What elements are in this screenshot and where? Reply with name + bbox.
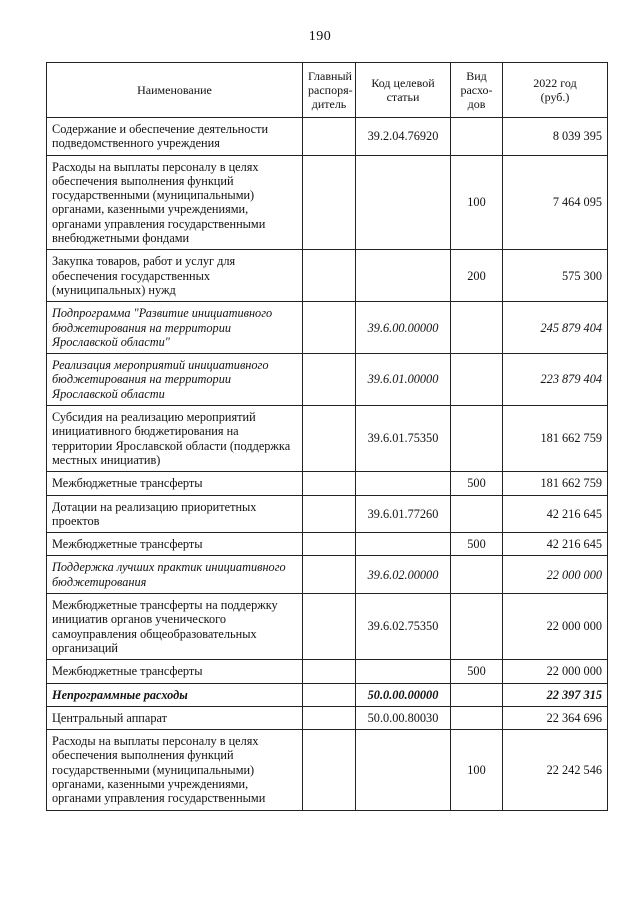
header-code-line-1: Код целевой [371,76,435,90]
cell-code: 39.6.01.75350 [356,406,451,472]
cell-manager [303,594,356,660]
table-row [47,406,608,472]
cell-type: 200 [451,250,503,302]
cell-type [451,406,503,472]
cell-amount: 42 216 645 [503,495,608,533]
cell-manager [303,495,356,533]
cell-amount: 223 879 404 [503,354,608,406]
cell-manager [303,155,356,250]
table-row [47,556,608,594]
cell-manager [303,706,356,729]
header-year-line-2: (руб.) [540,90,570,104]
cell-amount: 181 662 759 [503,406,608,472]
cell-amount: 22 000 000 [503,594,608,660]
cell-type: 500 [451,660,503,683]
header-type-line-3: дов [467,97,486,111]
cell-type: 500 [451,533,503,556]
cell-type: 500 [451,472,503,495]
cell-amount: 8 039 395 [503,118,608,156]
table-row [47,472,608,495]
cell-code [356,250,451,302]
cell-code: 39.6.02.75350 [356,594,451,660]
header-year-line-1: 2022 год [533,76,577,90]
cell-amount: 42 216 645 [503,533,608,556]
column-header-type [451,63,503,118]
cell-code: 39.6.01.77260 [356,495,451,533]
table-row [47,250,608,302]
column-header-code [356,63,451,118]
header-manager-line-1: Главный [308,69,352,83]
page-number: 190 [308,29,332,44]
cell-type [451,354,503,406]
cell-code [356,472,451,495]
cell-name: Поддержка лучших практик инициативного бюджетирования [47,556,303,594]
cell-name: Межбюджетные трансферты [47,472,303,495]
header-name-text: Наименование [137,83,212,97]
cell-manager [303,472,356,495]
cell-name: Содержание и обеспечение деятельности подведомственного учреждения [47,118,303,156]
cell-code: 39.6.02.00000 [356,556,451,594]
table-row [47,118,608,156]
cell-name: Межбюджетные трансферты на поддержку инициатив органов ученического самоуправления общеобразовательных организаций [47,594,303,660]
cell-code: 50.0.00.00000 [356,683,451,706]
cell-name: Межбюджетные трансферты [47,660,303,683]
cell-name: Межбюджетные трансферты [47,533,303,556]
cell-code: 50.0.00.80030 [356,706,451,729]
column-header-amount [503,63,608,118]
cell-type [451,683,503,706]
cell-name: Центральный аппарат [47,706,303,729]
cell-amount: 22 000 000 [503,556,608,594]
cell-type [451,556,503,594]
cell-manager [303,730,356,810]
cell-code [356,660,451,683]
table-row [47,495,608,533]
table-row [47,660,608,683]
cell-amount: 7 464 095 [503,155,608,250]
cell-type [451,302,503,354]
cell-manager [303,302,356,354]
cell-name: Расходы на выплаты персоналу в целях обеспечения выполнения функций государственными (муниципальными) органами, казенными учреждениями, органами управления государственными внебюджетными фондами [47,155,303,250]
cell-amount: 22 000 000 [503,660,608,683]
cell-name: Дотации на реализацию приоритетных проектов [47,495,303,533]
cell-name: Субсидия на реализацию мероприятий инициативного бюджетирования на территории Ярославской области (поддержка местных инициатив) [47,406,303,472]
cell-amount: 22 364 696 [503,706,608,729]
header-code-line-2: статьи [386,90,420,104]
cell-type [451,118,503,156]
cell-name: Реализация мероприятий инициативного бюджетирования на территории Ярославской области [47,354,303,406]
cell-manager [303,683,356,706]
budget-table [46,62,608,811]
cell-manager [303,660,356,683]
header-manager-line-2: распоря- [308,83,353,97]
cell-manager [303,533,356,556]
cell-name: Подпрограмма "Развитие инициативного бюджетирования на территории Ярославской области" [47,302,303,354]
cell-type: 100 [451,155,503,250]
table-row [47,155,608,250]
header-type-line-1: Вид [466,69,487,83]
cell-amount: 245 879 404 [503,302,608,354]
cell-manager [303,556,356,594]
table-row [47,594,608,660]
cell-name: Непрограммные расходы [47,683,303,706]
cell-manager [303,354,356,406]
cell-manager [303,250,356,302]
cell-code [356,533,451,556]
cell-manager [303,118,356,156]
column-header-manager [303,63,356,118]
cell-type [451,495,503,533]
cell-amount: 22 242 546 [503,730,608,810]
cell-code: 39.6.01.00000 [356,354,451,406]
cell-amount: 575 300 [503,250,608,302]
cell-type: 100 [451,730,503,810]
cell-manager [303,406,356,472]
cell-code [356,155,451,250]
cell-name: Закупка товаров, работ и услуг для обеспечения государственных (муниципальных) нужд [47,250,303,302]
cell-amount: 22 397 315 [503,683,608,706]
cell-code: 39.2.04.76920 [356,118,451,156]
table-row [47,683,608,706]
cell-code [356,730,451,810]
table-row [47,730,608,810]
cell-type [451,594,503,660]
table-row [47,302,608,354]
cell-code: 39.6.00.00000 [356,302,451,354]
table-row [47,354,608,406]
header-manager-line-3: дитель [311,97,347,111]
cell-amount: 181 662 759 [503,472,608,495]
column-header-name [47,63,303,118]
cell-type [451,706,503,729]
header-type-line-2: расхо- [460,83,493,97]
table-row [47,706,608,729]
table-row [47,533,608,556]
cell-name: Расходы на выплаты персоналу в целях обеспечения выполнения функций государственными (муниципальными) органами, казенными учреждениями, органами управления государственными [47,730,303,810]
table-header-row [47,63,608,118]
